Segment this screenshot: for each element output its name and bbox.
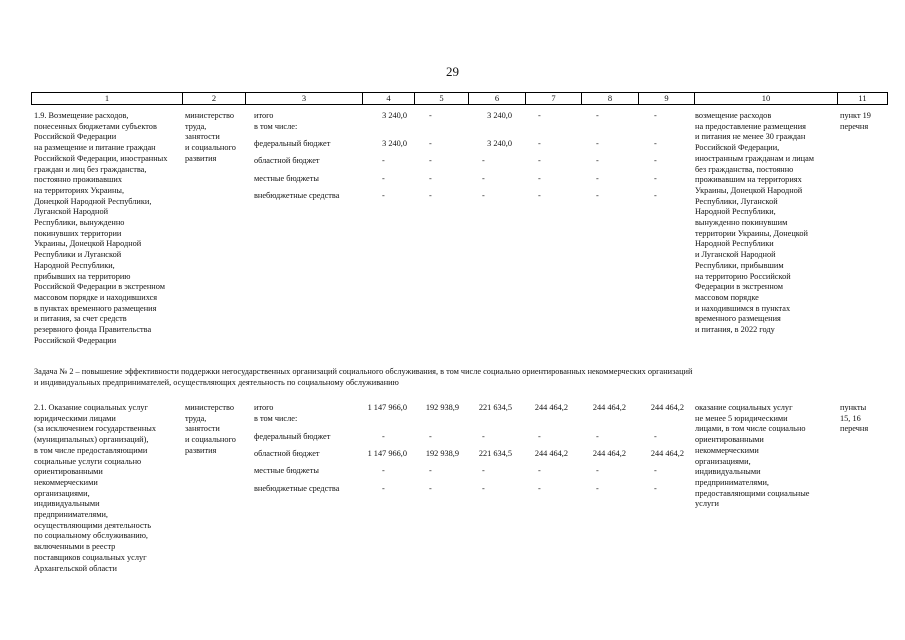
row1-name-line: Российской Федерации xyxy=(34,132,117,142)
row2-name-line: 2.1. Оказание социальных услуг xyxy=(34,403,148,412)
row1-name-line: прибывших на территорию xyxy=(34,271,131,281)
row2-value-cell: 1 147 966,0 xyxy=(367,449,407,458)
row1-result-line: без гражданства, постоянно xyxy=(695,164,794,174)
row2-source-label: местные бюджеты xyxy=(254,466,319,475)
row2-name-line: осуществляющими деятельность xyxy=(34,520,152,530)
row1-name-line: Российской Федерации, иностранных xyxy=(34,153,168,163)
row2-source-label: итого xyxy=(254,403,274,412)
row1-executor-line: министерство xyxy=(185,111,235,120)
row1-source-label: областной бюджет xyxy=(254,156,320,165)
row1-source-label: федеральный бюджет xyxy=(254,139,331,148)
row1-result-line: Республики, прибывшим xyxy=(695,260,784,270)
row1-name-line: покинувших территории xyxy=(34,228,122,238)
row1-value-cell: - xyxy=(596,111,599,120)
row1-executor-line: и социального xyxy=(185,143,236,153)
row2-ref-line: перечня xyxy=(840,424,869,434)
row1-value-cell: - xyxy=(482,191,485,200)
row1-result-line: Украины, Донецкой Народной xyxy=(695,185,803,195)
row2-name-line: поставщиков социальных услуг xyxy=(34,552,147,562)
row1-value-cell: 3 240,0 xyxy=(382,111,407,120)
row2-name-line: включенными в реестр xyxy=(34,542,116,552)
row1-name-line: резервного фонда Правительства xyxy=(34,325,152,334)
row2-result-line: услуги xyxy=(695,499,719,509)
row2-value-cell: 192 938,9 xyxy=(425,403,459,412)
row2-value-cell: - xyxy=(382,466,385,475)
row1-value-cell: - xyxy=(382,191,385,200)
row1-name-line: Республики и Луганской xyxy=(34,250,122,260)
row2-value-cell: - xyxy=(482,484,485,493)
row2-executor-line: занятости xyxy=(185,424,220,434)
row1-result-line: Республики, Луганской xyxy=(695,196,778,206)
row1-result-line: иностранным гражданам и лицам xyxy=(695,153,815,163)
row2-result-line: не менее 5 юридическими xyxy=(695,413,788,423)
row2-executor-line: министерство xyxy=(185,403,235,412)
row2-result-line: предпринимателями, xyxy=(695,477,769,487)
row2-value-cell: 192 938,9 xyxy=(425,449,459,458)
row1-value-cell: - xyxy=(538,139,541,148)
row2-result-line: индивидуальными xyxy=(695,467,761,477)
row1-value-cell: 3 240,0 xyxy=(487,139,512,148)
row2-value-cell: 244 464,2 xyxy=(592,449,626,458)
row1-value-cell: - xyxy=(654,191,657,200)
row2-value-cell: - xyxy=(482,466,485,475)
row1-source-label: местные бюджеты xyxy=(254,174,319,183)
row2-name-line: юридическими лицами xyxy=(34,413,116,423)
row1-result-line: Федерации в экстренном xyxy=(695,282,783,292)
row1-value-cell: - xyxy=(429,174,432,183)
row1-value-cell: - xyxy=(382,174,385,183)
row2-source-label: внебюджетные средства xyxy=(254,484,340,493)
row2-value-cell: 221 634,5 xyxy=(478,403,512,412)
row2-value-cell: - xyxy=(654,432,657,441)
row2-source-sub: в том числе: xyxy=(254,413,298,423)
row2-value-cell: - xyxy=(596,432,599,441)
row2-name-line: (муниципальных) организаций), xyxy=(34,435,149,445)
row2-result-line: ориентированными xyxy=(695,435,764,445)
row2-ref-line: 15, 16 xyxy=(840,413,861,423)
row1-value-cell: - xyxy=(429,156,432,165)
row2-value-cell: 244 464,2 xyxy=(534,403,568,412)
row1-result-line: проживавшим на территориях xyxy=(695,175,802,185)
row2-value-cell: - xyxy=(429,484,432,493)
row2-name-line: в том числе предоставляющими xyxy=(34,445,148,455)
row1-name-line: на территориях Украины, xyxy=(34,185,125,195)
row1-name-line: постоянно проживавших xyxy=(34,175,122,185)
row2-name-line: некоммерческими xyxy=(34,477,98,487)
row1-name-line: Республики, вынужденно xyxy=(34,218,125,227)
row1-value-cell: - xyxy=(482,156,485,165)
row1-result-line: на территорию Российской xyxy=(695,271,791,281)
row1-result-line: на предоставление размещения xyxy=(695,121,806,131)
row1-value-cell: - xyxy=(538,111,541,120)
row1-result-line: и питания не менее 30 граждан xyxy=(695,132,806,142)
row2-value-cell: - xyxy=(429,432,432,441)
row2-value-cell: 1 147 966,0 xyxy=(367,403,407,412)
row1-value-cell: - xyxy=(596,156,599,165)
row2-ref-line: пункты xyxy=(840,403,867,412)
row1-source-label: итого xyxy=(254,111,274,120)
task-line: и индивидуальных предпринимателей, осуществляющих деятельность по социальному обслуживанию xyxy=(34,377,399,387)
row2-value-cell: - xyxy=(482,432,485,441)
page-number: 29 xyxy=(446,64,459,79)
row1-result-line: Народной Республики, xyxy=(695,207,776,217)
row1-name-line: понесенных бюджетами субъектов xyxy=(34,121,157,131)
row2-result-line: оказание социальных услуг xyxy=(695,403,793,412)
row2-name-line: предпринимателями, xyxy=(34,510,108,519)
row1-source-label: внебюджетные средства xyxy=(254,191,340,200)
header-col-11: 11 xyxy=(837,93,887,104)
row2-executor-line: развития xyxy=(185,445,217,455)
row1-value-cell: - xyxy=(429,191,432,200)
row2-source-label: федеральный бюджет xyxy=(254,432,331,441)
row1-value-cell: - xyxy=(538,191,541,200)
row1-value-cell: - xyxy=(538,156,541,165)
row2-name-line: организациями, xyxy=(34,488,90,498)
row1-executor-line: труда, xyxy=(185,121,207,131)
row1-name-line: в пунктах временного размещения xyxy=(34,303,157,313)
row1-result-line: вынужденно покинувшим xyxy=(695,218,788,227)
row1-value-cell: - xyxy=(596,139,599,148)
row2-value-cell: - xyxy=(429,466,432,475)
row2-name-line: ориентированными xyxy=(34,467,103,477)
row2-value-cell: 244 464,2 xyxy=(534,449,568,458)
row2-source-label: областной бюджет xyxy=(254,449,320,458)
row2-value-cell: 244 464,2 xyxy=(650,449,684,458)
row2-result-line: предоставляющими социальные xyxy=(695,488,810,498)
row1-result-line: временного размещения xyxy=(695,314,781,324)
row2-name-line: социальные услуги социально xyxy=(34,456,142,466)
row2-value-cell: - xyxy=(538,484,541,493)
row1-value-cell: - xyxy=(382,156,385,165)
row2-value-cell: 244 464,2 xyxy=(650,403,684,412)
row1-value-cell: - xyxy=(654,156,657,165)
row2-value-cell: - xyxy=(538,432,541,441)
row1-value-cell: - xyxy=(596,191,599,200)
row1-ref-line: перечня xyxy=(840,121,869,131)
row1-executor-line: развития xyxy=(185,153,217,163)
row1-name-line: Украины, Донецкой Народной xyxy=(34,239,142,249)
row1-name-line: Российской Федерации в экстренном xyxy=(34,282,165,292)
header-col-1: 1 xyxy=(104,93,110,103)
row2-value-cell: - xyxy=(382,484,385,493)
row1-result-line: и Луганской Народной xyxy=(695,250,776,260)
row1-result-line: Народной Республики xyxy=(695,239,774,249)
row1-name-line: Российской Федерации xyxy=(34,335,117,345)
row1-value-cell: - xyxy=(596,174,599,183)
header-col-10: 10 xyxy=(694,93,837,104)
row1-name-line: массовом порядке и находившихся xyxy=(34,292,158,302)
row1-ref-line: пункт 19 xyxy=(840,111,871,120)
row1-name-line: Донецкой Народной Республики, xyxy=(34,196,152,206)
row1-value-cell: - xyxy=(429,111,432,120)
row1-value-cell: 3 240,0 xyxy=(487,111,512,120)
row2-executor-line: труда, xyxy=(185,413,207,423)
row2-value-cell: - xyxy=(538,466,541,475)
row2-value-cell: 221 634,5 xyxy=(478,449,512,458)
row1-name-line: Народной Республики, xyxy=(34,260,115,270)
row1-name-line: граждан и лиц без гражданства, xyxy=(34,164,147,174)
row2-value-cell: - xyxy=(596,484,599,493)
row1-value-cell: - xyxy=(538,174,541,183)
row2-name-line: индивидуальными xyxy=(34,499,100,509)
row1-result-line: и питания, в 2022 году xyxy=(695,325,775,334)
row2-name-line: (за исключением государственных xyxy=(34,424,156,434)
task-line: Задача № 2 – повышение эффективности поддержки негосударственных организаций социального обслуживания, в том числе социально ориентированных некоммерческих организаций xyxy=(34,367,693,376)
row1-name-line: Луганской Народной xyxy=(34,207,109,217)
header-col-3: 3 xyxy=(245,93,362,104)
table-header xyxy=(31,92,888,105)
header-col-2: 2 xyxy=(182,93,245,104)
row1-result-line: территории Украины, Донецкой xyxy=(695,228,808,238)
row1-result-line: возмещение расходов xyxy=(695,111,772,120)
row2-executor-line: и социального xyxy=(185,435,236,445)
row2-value-cell: - xyxy=(654,484,657,493)
row1-name-line: 1.9. Возмещение расходов, xyxy=(34,111,129,120)
header-col-4: 4 xyxy=(362,93,414,104)
header-col-5: 5 xyxy=(414,93,468,104)
row1-value-cell: 3 240,0 xyxy=(382,139,407,148)
row1-result-line: массовом порядке xyxy=(695,292,759,302)
row2-value-cell: - xyxy=(596,466,599,475)
row1-result-line: Российской Федерации, xyxy=(695,143,780,153)
row2-result-line: лицами, в том числе социально xyxy=(695,424,806,434)
row1-value-cell: - xyxy=(482,174,485,183)
row2-name-line: по социальному обслуживанию, xyxy=(34,531,149,541)
row2-name-line: Архангельской области xyxy=(34,563,117,573)
row2-result-line: некоммерческими xyxy=(695,445,759,455)
row1-name-line: на размещение и питание граждан xyxy=(34,143,156,153)
header-col-8: 8 xyxy=(581,93,638,104)
row1-value-cell: - xyxy=(654,139,657,148)
row1-executor-line: занятости xyxy=(185,132,220,142)
row1-result-line: и находившимся в пунктах xyxy=(695,303,791,313)
row2-result-line: организациями, xyxy=(695,456,751,466)
row1-source-sub: в том числе: xyxy=(254,121,298,131)
row2-value-cell: 244 464,2 xyxy=(592,403,626,412)
row2-value-cell: - xyxy=(654,466,657,475)
row1-name-line: и питания, за счет средств xyxy=(34,314,127,324)
header-col-9: 9 xyxy=(638,93,694,104)
header-col-7: 7 xyxy=(525,93,581,104)
row1-value-cell: - xyxy=(654,111,657,120)
row2-value-cell: - xyxy=(382,432,385,441)
header-col-6: 6 xyxy=(468,93,525,104)
row1-value-cell: - xyxy=(429,139,432,148)
row1-value-cell: - xyxy=(654,174,657,183)
